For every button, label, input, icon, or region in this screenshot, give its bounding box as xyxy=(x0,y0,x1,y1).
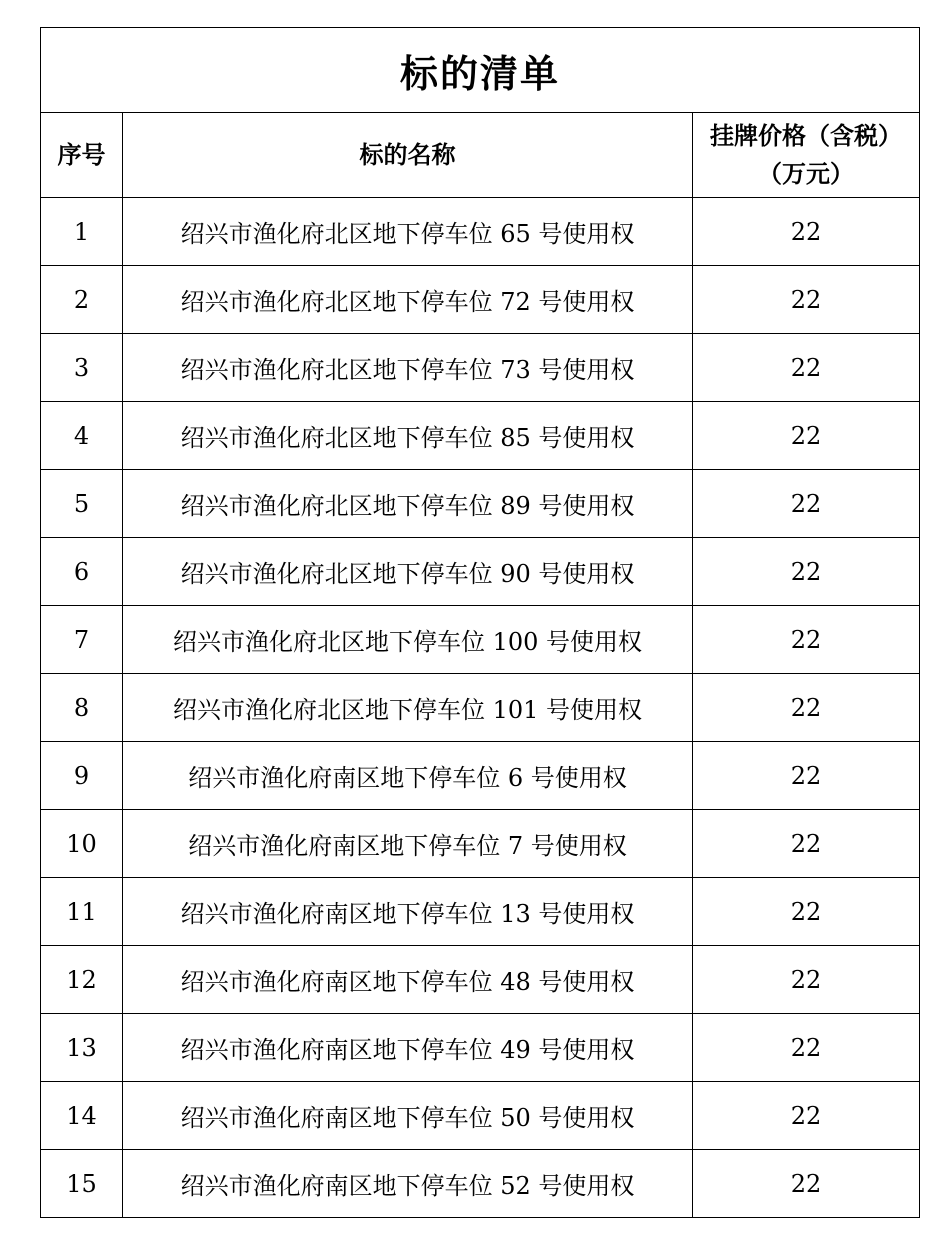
row-index-cell: 3 xyxy=(41,334,123,402)
row-index-cell: 9 xyxy=(41,742,123,810)
row-index-cell: 1 xyxy=(41,198,123,266)
row-price-cell: 22 xyxy=(693,674,920,742)
row-name-cell: 绍兴市渔化府北区地下停车位 72 号使用权 xyxy=(123,266,693,334)
table-row xyxy=(41,334,920,402)
row-name-cell: 绍兴市渔化府南区地下停车位 50 号使用权 xyxy=(123,1082,693,1150)
header-price-line2: （万元） xyxy=(758,159,854,188)
row-price-cell: 22 xyxy=(693,266,920,334)
row-index-cell: 15 xyxy=(41,1150,123,1218)
row-price-cell: 22 xyxy=(693,742,920,810)
table-row xyxy=(41,946,920,1014)
row-name-cell: 绍兴市渔化府南区地下停车位 49 号使用权 xyxy=(123,1014,693,1082)
row-price-cell: 22 xyxy=(693,810,920,878)
row-price-cell: 22 xyxy=(693,878,920,946)
page-title: 标的清单 xyxy=(41,28,920,113)
row-index-cell: 13 xyxy=(41,1014,123,1082)
title-row xyxy=(41,28,920,113)
row-name-cell: 绍兴市渔化府北区地下停车位 90 号使用权 xyxy=(123,538,693,606)
row-index-cell: 12 xyxy=(41,946,123,1014)
table-row xyxy=(41,674,920,742)
row-index-cell: 10 xyxy=(41,810,123,878)
table-row xyxy=(41,1014,920,1082)
row-name-cell: 绍兴市渔化府南区地下停车位 52 号使用权 xyxy=(123,1150,693,1218)
row-index-cell: 5 xyxy=(41,470,123,538)
row-name-cell: 绍兴市渔化府北区地下停车位 73 号使用权 xyxy=(123,334,693,402)
row-index-cell: 8 xyxy=(41,674,123,742)
row-name-cell: 绍兴市渔化府北区地下停车位 89 号使用权 xyxy=(123,470,693,538)
listing-table xyxy=(40,27,920,1218)
row-name-cell: 绍兴市渔化府南区地下停车位 48 号使用权 xyxy=(123,946,693,1014)
table-row xyxy=(41,470,920,538)
table-row xyxy=(41,402,920,470)
header-row xyxy=(41,113,920,198)
row-price-cell: 22 xyxy=(693,1014,920,1082)
row-name-cell: 绍兴市渔化府北区地下停车位 85 号使用权 xyxy=(123,402,693,470)
header-price xyxy=(693,113,920,198)
table-row xyxy=(41,1150,920,1218)
row-name-cell: 绍兴市渔化府北区地下停车位 101 号使用权 xyxy=(123,674,693,742)
table-row xyxy=(41,1082,920,1150)
row-index-cell: 2 xyxy=(41,266,123,334)
row-name-cell: 绍兴市渔化府北区地下停车位 100 号使用权 xyxy=(123,606,693,674)
table-row xyxy=(41,810,920,878)
table-row xyxy=(41,742,920,810)
row-price-cell: 22 xyxy=(693,1082,920,1150)
row-price-cell: 22 xyxy=(693,1150,920,1218)
row-name-cell: 绍兴市渔化府南区地下停车位 6 号使用权 xyxy=(123,742,693,810)
row-price-cell: 22 xyxy=(693,402,920,470)
table-row xyxy=(41,878,920,946)
table-row xyxy=(41,538,920,606)
row-price-cell: 22 xyxy=(693,946,920,1014)
header-index: 序号 xyxy=(41,113,123,198)
table-body xyxy=(41,198,920,1218)
row-price-cell: 22 xyxy=(693,538,920,606)
row-price-cell: 22 xyxy=(693,470,920,538)
header-price-line1: 挂牌价格（含税） xyxy=(710,121,902,150)
row-index-cell: 7 xyxy=(41,606,123,674)
header-name: 标的名称 xyxy=(123,113,693,198)
table-row xyxy=(41,198,920,266)
row-index-cell: 6 xyxy=(41,538,123,606)
row-price-cell: 22 xyxy=(693,334,920,402)
row-price-cell: 22 xyxy=(693,606,920,674)
row-index-cell: 14 xyxy=(41,1082,123,1150)
row-price-cell: 22 xyxy=(693,198,920,266)
row-name-cell: 绍兴市渔化府北区地下停车位 65 号使用权 xyxy=(123,198,693,266)
row-index-cell: 4 xyxy=(41,402,123,470)
listing-sheet xyxy=(40,27,919,1218)
row-index-cell: 11 xyxy=(41,878,123,946)
table-row xyxy=(41,266,920,334)
row-name-cell: 绍兴市渔化府南区地下停车位 7 号使用权 xyxy=(123,810,693,878)
table-row xyxy=(41,606,920,674)
row-name-cell: 绍兴市渔化府南区地下停车位 13 号使用权 xyxy=(123,878,693,946)
